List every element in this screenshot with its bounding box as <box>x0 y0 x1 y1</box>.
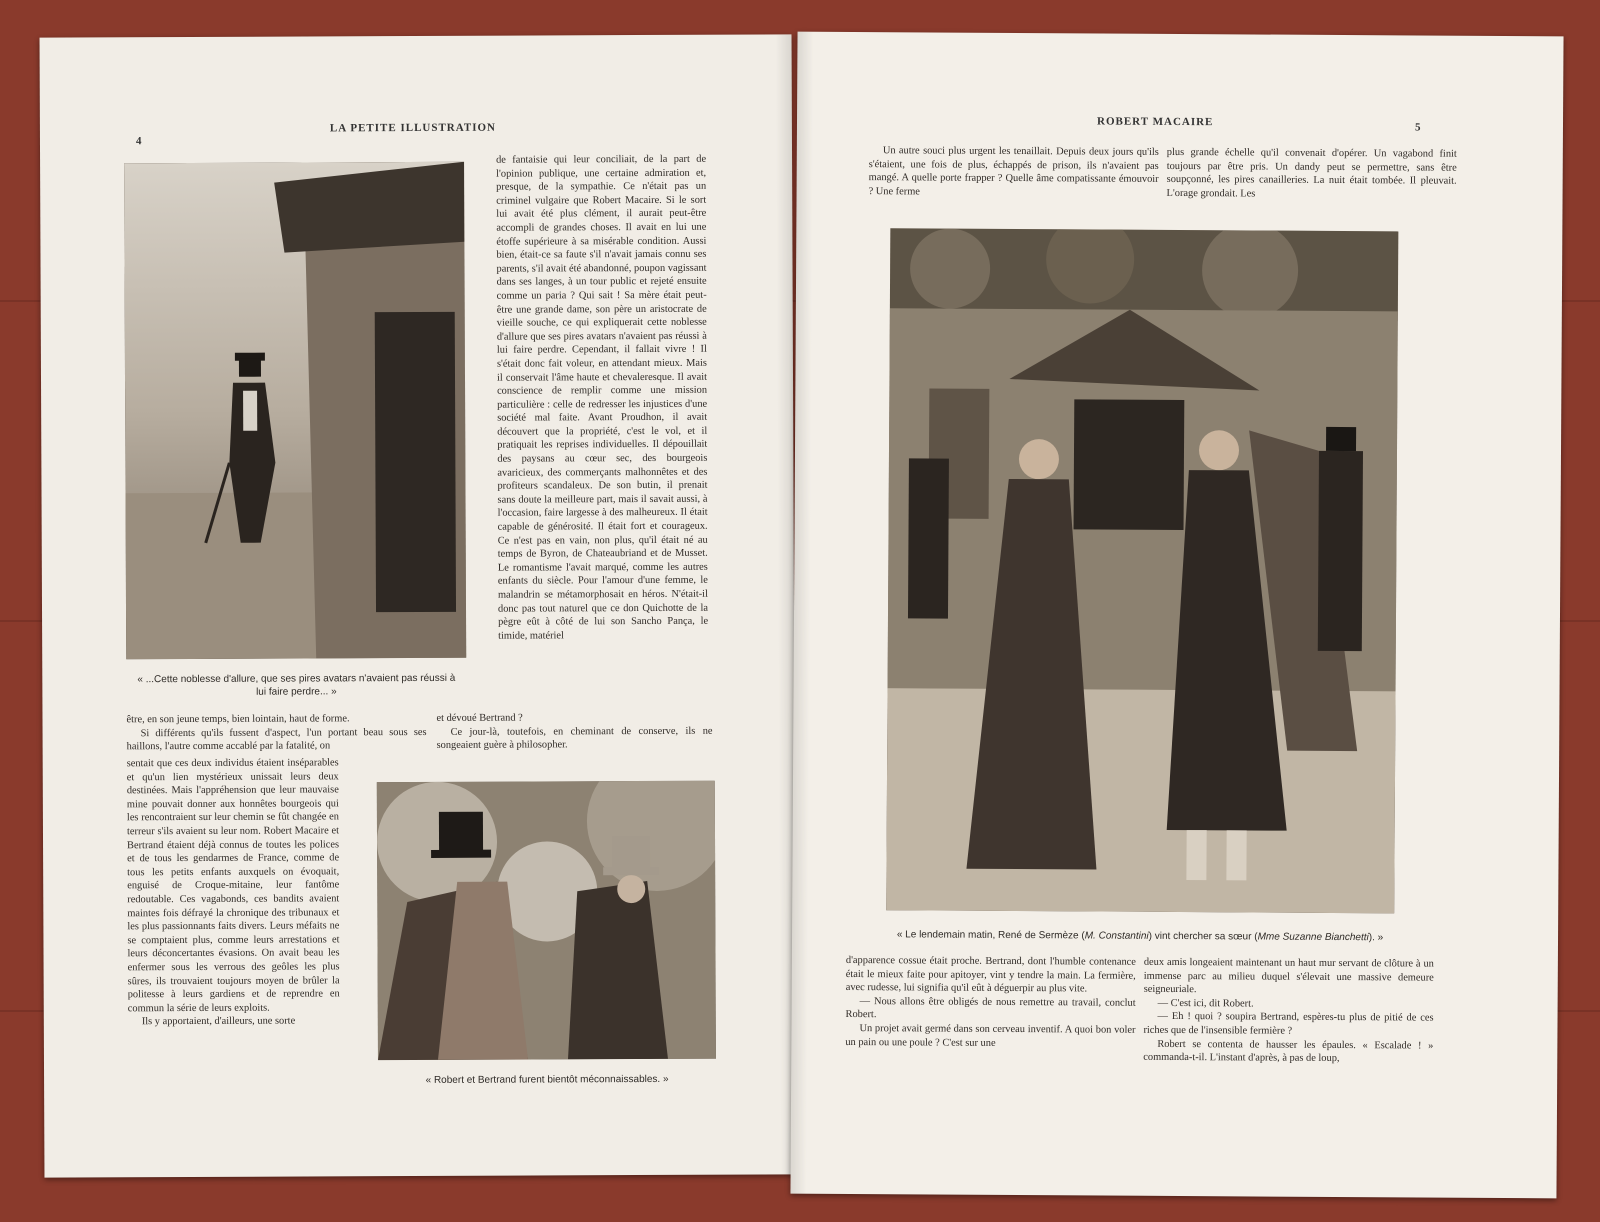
right-page <box>790 32 1563 1199</box>
text-column-top-2 <box>1167 146 1457 202</box>
paragraph: Si différents qu'ils fussent d'aspect, l'un portant beau sous ses haillons, l'autre comme accablé par la fatalité, on <box>126 726 427 753</box>
caption-text: ) vint chercher sa sœur ( <box>1148 930 1258 943</box>
main-photo-caption <box>886 928 1394 944</box>
paragraph: — Nous allons être obligés de nous remettre au travail, conclut Robert. <box>845 995 1136 1021</box>
paragraph: Un autre souci plus urgent les tenaillait. Depuis deux jours qu'ils s'étaient, une fois de plus, échappés de prison, ils n'avaient pas mangé. A quelle porte frapper ? Quelle âme compatissante émouvoir ? Une ferme <box>868 145 1159 198</box>
caption-actor: M. Constantini <box>1084 930 1149 942</box>
paragraph: Ils y apportaient, d'ailleurs, une sorte <box>141 1015 296 1028</box>
text-line <box>126 712 426 754</box>
gutter-shadow <box>790 32 813 1194</box>
text-column-right <box>496 153 708 724</box>
photo2-caption: « Robert et Bertrand furent bientôt méconnaissables. » <box>425 1073 669 1086</box>
paragraph: Un projet avait germé dans son cerveau inventif. A quoi bon voler un pain ou une poule ? C'est sur une <box>845 1023 1136 1049</box>
paragraph: sentait que ces deux individus étaient inséparables et qu'un lien mystérieux unissait leurs deux destinées. Mais l'appréhension que leur mauvaise mine pouvait donner aux honnêtes bourgeois qui les rencontraient sur leur chemin se fût changée en terreur s'ils avaient su leur nom. Robert Macaire et Bertrand étaient déjà connus de toutes les polices et de tous les gendarmes de France, comme de tous les petits enfants auxquels on évoquait, enguisé de Croque-mitaine, leur fantôme redoutable. Ces vagabonds, ces bandits avaient maintes fois défrayé la chronique des tribunaux et les plus passionnants faits divers. Leurs méfaits ne se comptaient plus, comme leurs arrestations et leurs déconcertantes évasions. On avait beau les enfermer sous les verrous des geôles les plus sûres, ils trouvaient toujours moyen de brûler la politesse à leurs gardiens et de reprendre en commun la série de leurs exploits. <box>126 757 340 1014</box>
paragraph: plus grande échelle qu'il convenait d'opérer. Un vagabond finit toujours par être pris. Un dandy peut se permettre, sans être soupçonné, les pires canailleries. La nuit était tombée. Il pleuvait. L'orage grondait. Les <box>1166 146 1457 200</box>
running-title: ROBERT MACAIRE <box>1096 115 1214 129</box>
paragraph: deux amis longeaient maintenant un haut mur servant de clôture à un immense parc au milieu duquel s'élevait une massive demeure seigneuriale. <box>1143 956 1434 996</box>
caption-text: ). » <box>1368 932 1384 944</box>
paragraph: Robert se contenta de hausser les épaules. « Escalade ! » commanda-t-il. L'instant d'après, à pas de loup, <box>1143 1038 1434 1065</box>
photo-robert-macaire-wall <box>124 162 466 659</box>
paragraph: et dévoué Bertrand ? <box>436 712 523 724</box>
paragraph: — Eh ! quoi ? soupira Bertrand, espères-tu plus de pitié de ces riches que de l'insensible fermière ? <box>1143 1011 1434 1037</box>
page-number: 5 <box>1414 121 1422 134</box>
left-page <box>40 34 797 1177</box>
text-column-bottom-2 <box>1143 956 1434 1067</box>
paragraph: d'apparence cossue était proche. Bertrand, dont l'humble contenance était le mieux faite pour apitoyer, vint y tendre la main. La fermière, avec rudesse, lui signifia qu'il eût à déguerpir au plus vite. <box>845 954 1136 995</box>
photo-lendemain-matin <box>886 228 1398 913</box>
caption-actor: Mme Suzanne Bianchetti <box>1257 931 1369 944</box>
text-column-top-1 <box>869 144 1159 200</box>
text-column-lower-left <box>127 756 340 1097</box>
paragraph: être, en son jeune temps, bien lointain, haut de forme. <box>126 713 350 726</box>
paragraph: Ce jour-là, toutefois, en cheminant de conserve, ils ne songeaient guère à philosopher. <box>436 725 713 752</box>
caption-text: « Le lendemain matin, René de Sermèze ( <box>896 929 1085 942</box>
paragraph: de fantaisie qui leur conciliait, de la part de l'opinion publique, une certaine admiration et, presque, de la sympathie. Ce n'était pas un criminel vulgaire que Robert Macaire. Si le sort lui avait été plus clément, il aurait peut-être accompli de grandes choses. Il avait en lui une étoffe supérieure à sa misérable condition. Aussi bien, était-ce sa faute s'il n'avait jamais connu ses parents, s'il avait été abandonné, poupon vagissant dans ses langes, à un tour public et rejeté ensuite comme un paria ? Qui sait ! Sa mère était peut-être une grande dame, son père un aristocrate de vieille souche, ce qui expliquerait cette noblesse d'allure que ses pires avatars n'avaient pas réussi à lui faire perdre. Cependant, il fallait vivre ! Il s'était donc fait voleur, en attendant mieux. Mais il conservait l'âme haute et chevaleresque. Il avait conscience de remplir comme une mission particulière : celle de redresser les injustices d'une société mal faite. Avant Proudhon, il avait découvert que la propriété, c'est le vol, et il pratiquait les reprises individuelles. Il dépouillait des paysans au cœur sec, des bourgeois avaricieux, des commerçants malhonnêtes et des profiteurs scandaleux. De son butin, il prenait sans doute la meilleure part, mais il savait aussi, à l'occasion, faire largesse à des malheureux. Il était capable de générosité. Il était fort et courageux. Ce n'est pas en vain, non plus, qu'il était né au temps de Byron, de Chateaubriand et de Musset. Le romantisme l'avait marqué, comme les autres enfants du siècle. Pour l'amour d'une femme, le malandrin se métamorphosait en héros. N'était-il donc pas tout naturel que ce don Quichotte de la pègre eût à côté de lui son Sancho Pança, le timide, matériel <box>496 153 709 642</box>
page-number: 4 <box>135 135 143 148</box>
paragraph: — C'est ici, dit Robert. <box>1157 997 1254 1010</box>
running-title: LA PETITE ILLUSTRATION <box>329 121 497 135</box>
photo1-caption: « ...Cette noblesse d'allure, que ses pires avatars n'avaient pas réussi à lui faire perdre... » <box>137 672 456 698</box>
text-line <box>436 711 712 753</box>
photo-robert-bertrand-disguised <box>377 781 716 1060</box>
text-column-bottom-1 <box>845 954 1136 1051</box>
